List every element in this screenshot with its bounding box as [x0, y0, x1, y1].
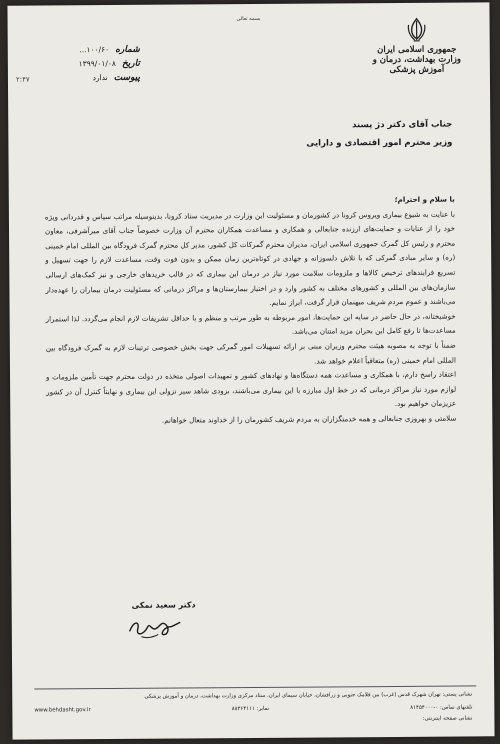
body-paragraph: ضمناً با توجه به مصوبه هیئت محترم وزیران مبنی بر ارائه تسهیلات امور گمرکی جهت بخش خصوصی ترتیبات لازم به گمرک فرودگاه بین المللی امام خمینی (ره) متعاقباً اعلام خواهد شد. — [45, 340, 456, 366]
handwritten-signature — [124, 612, 184, 640]
iran-emblem-icon — [406, 17, 428, 43]
letter-meta — [30, 43, 140, 86]
footer-contacts — [34, 703, 472, 715]
footer-website-row — [34, 714, 472, 726]
body-paragraph: خوشبختانه، در حال حاضر در سایه این حمایت‌ها، امور مربوطه به طور مرتب و منظم و با حداقل تشریفات لازم انجام می‌گردد. لذا استمرار مساعدت‌ها تا رفع کامل این بحران مزید امتنان می‌باشد. — [45, 311, 456, 337]
meta-extra-code: ۲:۴۷ — [15, 75, 30, 84]
body-paragraph: با عنایت به شیوع بیماری ویروس کرونا در کشورمان و مسئولیت این وزارت در مدیریت ستاد کرونا، بدینوسیله مراتب سپاس و قدردانی ویژه خود را از عنایات و حمایت‌های ارزنده جنابعالی و همکاری و مساعدت همکاران محترم آن وزارت خصوصاً جناب آقای میرآشرفی، معاون محترم و رئیس کل گمرک جمهوری اسلامی ایران، مدیران محترم گمرکات کل کشور، مدیر کل محترم گمرک فرودگاه بین المللی امام خمینی (ره) و سایر مبادی گمرکی که با تلاش دلسوزانه و جهادی در کوتاه‌ترین زمان ممکن و بدون فوت وقت، مساعدت لازم را جهت تسهیل و تسریع فرایندهای ترخیص کالاها و ملزومات سلامت مورد نیاز در درمان این بیماری که در قالب خریدهای خارجی و نیز کمک‌های ارسالی سازمان‌های بین المللی و کشورهای مختلف به کشور وارد و در اختیار بیمارستان‌ها و مراکز درمانی که مسئولیت درمان بیماران را عهده‌دار می‌باشند و عموم مردم شریف میهنمان قرار گرفت، ابراز نمایم. — [44, 209, 456, 308]
date-value: ۱۳۹۹/۰۱/۰۸ — [78, 58, 116, 69]
body-paragraph: سلامتی و بهروزی جنابعالی و همه خدمتگزاران به مردم شریف کشورمان را از خداوند متعال خواهانم. — [161, 413, 457, 425]
recipient-name: جناب آقای دکتر دژ پسند — [352, 119, 453, 131]
greeting: با سلام و احترام؛ — [394, 194, 455, 204]
recipient-block — [306, 116, 452, 153]
meta-number-row — [30, 43, 140, 58]
meta-date-row — [30, 57, 140, 72]
number-value: ۱۰۰/۶۰... — [79, 44, 110, 55]
letterhead-line: جمهوری اسلامی ایران — [377, 44, 457, 56]
attachment-label: پیوست — [113, 72, 140, 83]
footer-divider — [34, 685, 476, 689]
meta-attachment-row — [30, 71, 140, 86]
footer-website-label: نشانی صفحه اینترنتی: — [422, 715, 473, 722]
letter-page — [7, 2, 494, 739]
signatory-name: دکتر سعید نمکی — [131, 600, 196, 610]
ministry-letterhead — [362, 44, 472, 75]
attachment-value: ندارد — [92, 72, 108, 83]
letterhead-line: وزارت بهداشت، درمان و آموزش پزشکی — [372, 54, 461, 76]
footer-phone: تلفنهای تماس: ۰-۸۱۴۵۴۰۰۰ — [410, 704, 473, 711]
recipient-title: وزیر محترم امور اقتصادی و دارایی — [306, 137, 453, 149]
footer-website[interactable]: www.behdasht.gov.ir — [34, 707, 91, 714]
letter-body — [45, 193, 457, 429]
date-label: تاریخ — [121, 58, 140, 69]
footer-fax: نمابر: ۸۸۳۶۴۱۱۱ — [231, 705, 270, 713]
footer-address: نشانی پستی: تهران شهرک قدس (غرب) بین فلامک جنوبی و زرافشان، خیابان سیمای ایران، ستاد مرکزی وزارت بهداشت، درمان و آموزش پزشکی — [144, 691, 473, 700]
number-label: شماره — [115, 44, 140, 55]
body-paragraph: اعتقاد راسخ دارم، با همکاری و مساعدت همه دستگاه‌ها و نهادهای کشور و تمهیدات اصولی متخذه در دولت محترم جهت تأمین ملزومات و لوازم مورد نیاز مراکز درمانی که در خط اول مبارزه با این بیماری می‌باشند، بزودی شاهد سیر نزولی این بیماری و نهایتاً کنترل آن در کشور عزیزمان خواهیم بود. — [46, 369, 457, 409]
invocation-heading: بسمه تعالی — [236, 15, 261, 23]
